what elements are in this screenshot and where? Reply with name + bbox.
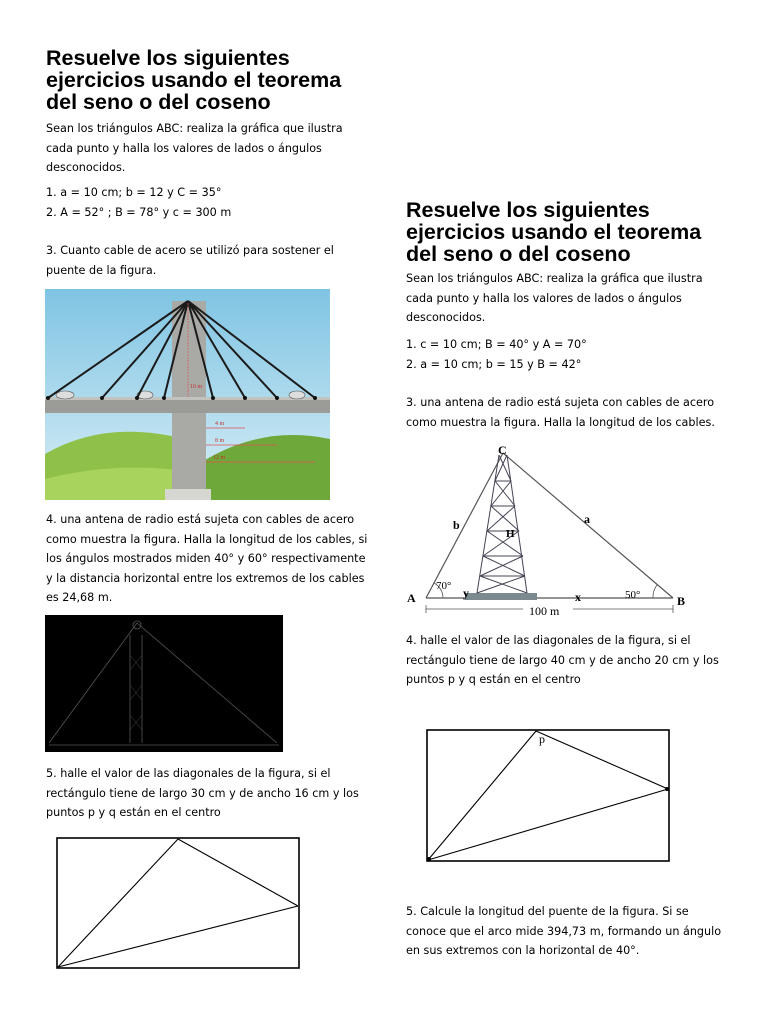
label-b-vertex: B xyxy=(677,594,686,608)
right-exercise-5-line: en sus extremos con la horizontal de 40°. xyxy=(406,944,640,957)
left-intro-line: cada punto y halla los valores de lados o ángulos xyxy=(46,141,322,155)
left-exercise-4-line: como muestra la figura. Halla la longitud de los cables, si xyxy=(46,532,368,546)
left-exercise-4-line: 4. una antena de radio está sujeta con cables de acero xyxy=(46,513,355,526)
label-c: C xyxy=(498,443,507,457)
left-exercise-4-line: es 24,68 m. xyxy=(46,591,113,604)
right-title-line: del seno o del coseno xyxy=(406,242,631,266)
left-intro-line: Sean los triángulos ABC: realiza la gráfica que ilustra xyxy=(46,122,343,135)
label-side-a: a xyxy=(584,512,590,526)
label-4m: 4 m xyxy=(215,421,225,427)
left-exercise-4-line: y la distancia horizontal entre los extremos de los cables xyxy=(46,571,365,585)
label-12m: 12 m xyxy=(213,455,226,461)
label-p: p xyxy=(539,732,545,746)
left-exercise-3-line: 3. Cuanto cable de acero se utilizó para sostener el xyxy=(46,244,334,257)
right-exercise-3 xyxy=(406,393,746,432)
right-exercise-4-line: 4. halle el valor de las diagonales de la figura, si el xyxy=(406,634,691,647)
right-intro xyxy=(406,269,746,328)
right-exercise-5 xyxy=(406,902,746,961)
label-x: x xyxy=(575,590,581,604)
dark-background xyxy=(45,615,283,752)
right-exercise-3-line: como muestra la figura. Halla la longitud de los cables. xyxy=(406,415,715,429)
label-a-vertex: A xyxy=(407,591,416,605)
right-exercise-5-line: 5. Calcule la longitud del puente de la figura. Si se xyxy=(406,905,689,918)
rectangle xyxy=(57,838,299,968)
tower-platform xyxy=(465,593,537,600)
label-h: H xyxy=(506,528,515,540)
label-side-b: b xyxy=(453,518,460,532)
point-q-dot xyxy=(665,787,669,791)
left-intro-line: desconocidos. xyxy=(46,161,126,174)
antenna-figure-dark xyxy=(45,615,283,752)
right-exercises-1-2 xyxy=(406,335,746,374)
rectangle-figure-left xyxy=(55,836,301,970)
right-intro-line: desconocidos. xyxy=(406,311,486,324)
right-exercise-4 xyxy=(406,631,746,690)
tower xyxy=(172,301,206,491)
right-exercise-4-line: puntos p y q están en el centro xyxy=(406,673,581,686)
left-exercise-4-line: los ángulos mostrados miden 40° y 60° respectivamente xyxy=(46,552,366,565)
left-title xyxy=(46,47,376,113)
right-exercise-2: 2. a = 10 cm; b = 15 y B = 42° xyxy=(406,357,582,371)
label-100m: 100 m xyxy=(529,604,560,618)
label-angle-50: 50° xyxy=(625,589,641,601)
left-exercise-5-line: puntos p y q están en el centro xyxy=(46,806,221,819)
bridge-deck xyxy=(45,399,330,413)
rectangle xyxy=(427,730,669,861)
label-10m: 10 m xyxy=(190,384,203,390)
left-exercise-1: 1. a = 10 cm; b = 12 y C = 35° xyxy=(46,186,222,199)
left-exercise-2: 2. A = 52° ; B = 78° y c = 300 m xyxy=(46,205,232,219)
tower-base xyxy=(165,489,211,500)
left-exercises-1-2 xyxy=(46,183,376,222)
right-title-line: ejercicios usando el teorema xyxy=(406,220,702,244)
left-exercise-5 xyxy=(46,764,376,823)
corner-dot xyxy=(427,857,431,861)
left-exercise-4 xyxy=(46,510,376,608)
right-title-line: Resuelve los siguientes xyxy=(406,198,650,222)
rectangle-figure-right xyxy=(425,728,672,863)
car xyxy=(56,391,74,399)
right-exercise-1: 1. c = 10 cm; B = 40° y A = 70° xyxy=(406,338,587,351)
left-exercise-5-line: 5. halle el valor de las diagonales de la figura, si el xyxy=(46,767,331,780)
right-exercise-4-line: rectángulo tiene de largo 40 cm y de ancho 20 cm y los xyxy=(406,653,719,667)
left-title-line: del seno o del coseno xyxy=(46,90,271,114)
car xyxy=(289,391,305,399)
left-intro xyxy=(46,119,376,178)
left-title-line: Resuelve los siguientes xyxy=(46,46,290,70)
label-y: y xyxy=(463,586,469,600)
left-exercise-3-line: puente de la figura. xyxy=(46,263,157,277)
left-title-line: ejercicios usando el teorema xyxy=(46,68,342,92)
right-intro-line: Sean los triángulos ABC: realiza la gráfica que ilustra xyxy=(406,272,703,285)
deck-rail xyxy=(45,397,330,400)
right-exercise-3-line: 3. una antena de radio está sujeta con cables de acero xyxy=(406,396,715,409)
right-intro-line: cada punto y halla los valores de lados o ángulos xyxy=(406,291,682,305)
left-exercise-3 xyxy=(46,241,376,280)
bridge-figure xyxy=(45,289,330,500)
label-8m: 8 m xyxy=(215,438,225,444)
right-title xyxy=(406,199,746,265)
left-exercise-5-line: rectángulo tiene de largo 30 cm y de ancho 16 cm y los xyxy=(46,786,359,800)
antenna-triangle-figure xyxy=(403,441,693,621)
right-exercise-5-line: conoce que el arco mide 394,73 m, formando un ángulo xyxy=(406,924,722,938)
label-angle-70: 70° xyxy=(436,580,452,592)
